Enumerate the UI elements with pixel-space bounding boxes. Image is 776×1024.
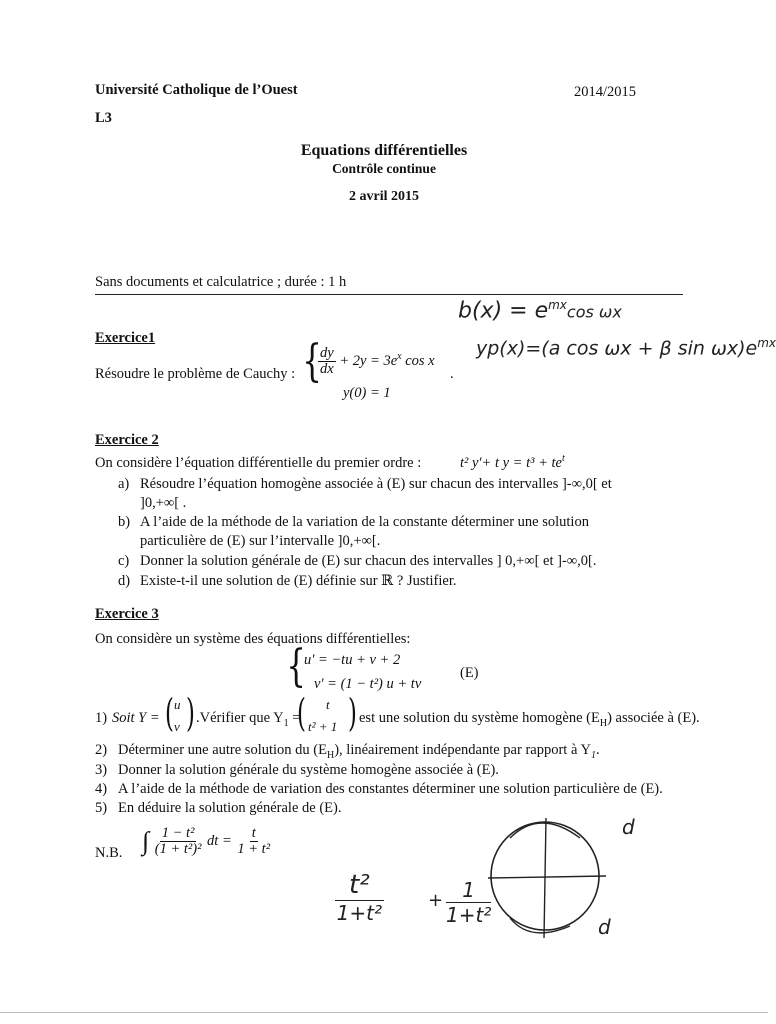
ex3-q2-label: 2) [95, 742, 108, 758]
vector-y1-t: t [326, 697, 330, 712]
instructions-rule [95, 294, 683, 295]
vector-y1-right-paren: ) [347, 691, 357, 735]
exam-date: 2 avril 2015 [349, 189, 419, 204]
system-equation-1: u' = −tu + v + 2 [304, 652, 401, 668]
vector-y-left-paren: ( [164, 691, 174, 735]
cauchy-brace: { [302, 336, 322, 387]
handwritten-bx: $b(x) = e^{mx}\cos$ ωx [458, 298, 622, 324]
ex2-c-label: c) [118, 553, 130, 569]
vector-y-right-paren: ) [185, 691, 195, 735]
exercise-2-title: Exercice 2 [95, 432, 159, 448]
handwritten-d-bottom: d [598, 915, 611, 939]
ex3-q1-post: est une solution du système homogène $(E_H)$ associée à (E). [359, 710, 700, 729]
cauchy-dot: . [450, 366, 454, 382]
academic-year: 2014/2015 [574, 84, 637, 100]
nb-formula: ∫ $\frac{\text{1 − t²}}{\text{(1 + t²)²}}$ dt = $\frac{t}{\text{1 + t²}}$ [142, 825, 271, 858]
ex3-q1-verify: .Vérifier que $Y_1$ = [196, 710, 301, 729]
exercise-1-text: Résoudre le problème de Cauchy : [95, 366, 296, 382]
ex2-a-text-2: ]0,+∞[ . [140, 495, 187, 511]
instructions: Sans documents et calculatrice ; durée : 1 h [95, 274, 347, 290]
handwritten-plus: + [428, 890, 444, 911]
page-edge-rule [0, 1012, 768, 1013]
ex3-q5-label: 5) [95, 800, 108, 816]
handwritten-fraction-1: t² 1+t² [336, 870, 382, 925]
university-name: Université Catholique de l’Ouest [95, 82, 298, 98]
ex3-q1-prefix: Soit Y = [112, 710, 160, 726]
document-title: Equations différentielles [300, 142, 468, 159]
vector-y1-left-paren: ( [296, 691, 306, 735]
cauchy-equation-1: $\frac{dy}{dx}$ + $2y = 3e^x$ cos x [320, 345, 435, 378]
nb-label: N.B. [95, 845, 123, 861]
ex3-q2-text: Déterminer une autre solution du $(E_H)$, linéairement indépendante par rapport à $Y_1$. [118, 742, 600, 761]
ex2-c-text: Donner la solution générale de (E) sur chacun des intervalles ] 0,+∞[ et ]-∞,0[. [140, 553, 597, 569]
ex3-q4-label: 4) [95, 781, 108, 797]
exercise-1-title: Exercice1 [95, 330, 156, 346]
ex2-d-text: Existe-t-il une solution de (E) définie sur ℝ ? Justifier. [140, 573, 457, 589]
exercise-3-title: Exercice 3 [95, 606, 159, 622]
handwritten-fraction-2: 1 1+t² [446, 878, 492, 927]
ex3-q5-text: En déduire la solution générale de (E). [118, 800, 342, 816]
system-equation-2: v' = (1 − t²) u + tv [314, 676, 422, 692]
vector-y-u: u [174, 697, 181, 712]
exercise-2-equation: t² y'+ t $y = t^3 + te^t$ [460, 453, 565, 471]
system-brace: { [286, 641, 306, 692]
ex2-a-text: Résoudre l’équation homogène associée à (E) sur chacun des intervalles ]-∞,0[ et [140, 476, 612, 492]
ex3-q3-label: 3) [95, 762, 108, 778]
ex2-b-text: A l’aide de la méthode de la variation de la constante déterminer une solution [140, 514, 589, 530]
exercise-2-intro: On considère l’équation différentielle du premier ordre : [95, 455, 422, 471]
ex2-a-label: a) [118, 476, 130, 492]
ex3-q1-label: 1) [95, 710, 108, 726]
vector-y-v: v [174, 719, 180, 734]
level: L3 [95, 110, 112, 126]
ex3-q3-text: Donner la solution générale du système homogène associée à (E). [118, 762, 499, 778]
exercise-3-intro: On considère un système des équations différentielles: [95, 631, 411, 647]
cauchy-equation-2: y(0) = 1 [343, 385, 391, 401]
vector-y1-t2: t² + 1 [308, 719, 338, 734]
ex2-b-label: b) [118, 514, 131, 530]
ex2-d-label: d) [118, 573, 131, 589]
ex3-q4-text: A l’aide de la méthode de variation des constantes déterminer une solution particulière de (E). [118, 781, 663, 797]
ex2-b-text-2: particulière de (E) sur l’intervalle ]0,+∞[. [140, 533, 381, 549]
handwritten-d-top: d [622, 815, 635, 839]
handwritten-yp: yp(x)=(a cos ωx + β $\sin \omega x)e^{mx}$ [476, 336, 776, 360]
system-label: (E) [460, 665, 479, 681]
document-subtitle: Contrôle continue [332, 161, 436, 176]
